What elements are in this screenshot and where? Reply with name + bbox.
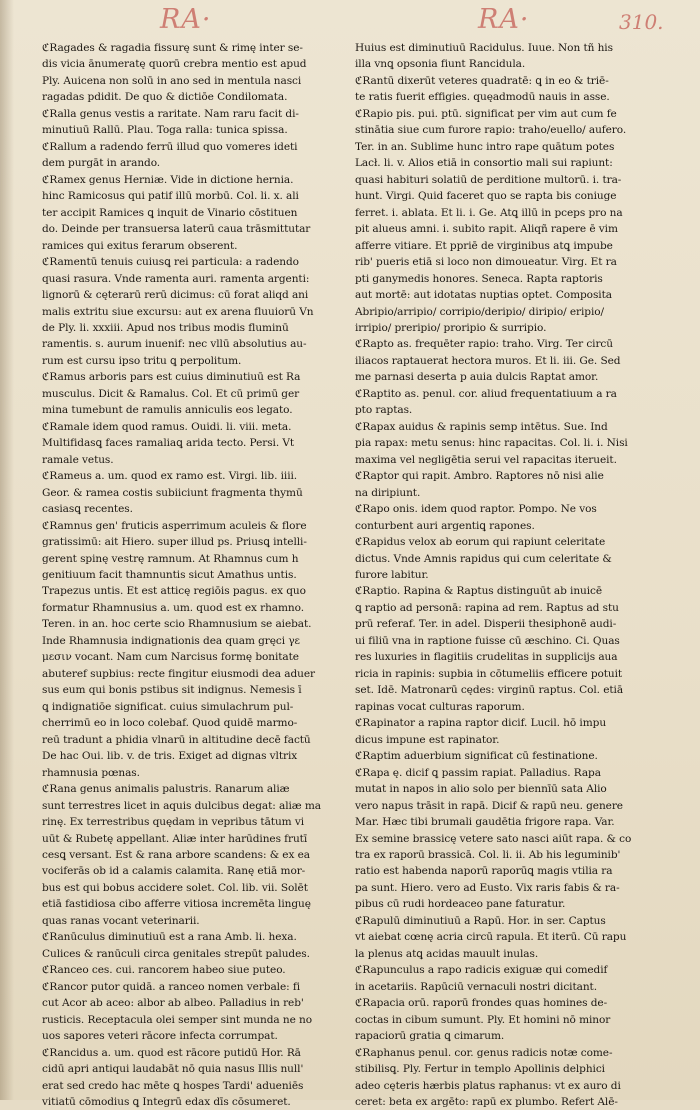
text-line: Ply. Auicena non solū in ano sed in mentula nasci bbox=[42, 74, 302, 87]
text-line: rhamnusia pœnas. bbox=[42, 766, 140, 779]
text-line: pit alueus amni. i. subito rapit. Aliqñ rapere ē vim bbox=[355, 223, 618, 236]
text-line: lignorū & cęterarū rerū dicimus: cū forat aliqd ani bbox=[42, 289, 309, 302]
text-line: stinātia siue cum furore rapio: traho/euello/ aufero. bbox=[355, 124, 627, 137]
text-line: rusticis. Receptacula olei semper sint munda ne no bbox=[42, 1013, 312, 1026]
text-line: rapinas vocat culturas raporum. bbox=[355, 700, 525, 713]
text-line: coctas in cibum sumunt. Ply. Et homini nō minor bbox=[355, 1013, 611, 1026]
text-line: irripio/ preripio/ proripio & surripio. bbox=[355, 321, 547, 334]
text-line: ui filiū vna in raptione fuisse cū æschino. Ci. Quas bbox=[355, 634, 620, 647]
text-line: me parnasi deserta p auia dulcis Raptat amor. bbox=[355, 371, 599, 384]
text-line: musculus. Dicit & Ramalus. Col. Et cū primū ger bbox=[42, 387, 300, 400]
folio-number: 310. bbox=[619, 10, 664, 34]
text-line: maxima vel negligētia serui vel rapacitas iterueit. bbox=[355, 453, 617, 466]
text-line: ℭRaptio. Rapina & Raptus distinguūt ab inuicē bbox=[355, 585, 603, 598]
text-line: mutat in napos in alio solo per biennīū sata Alio bbox=[355, 783, 607, 796]
text-line: Ex semine brassicę vetere sato nasci aiūt rapa. & co bbox=[355, 832, 632, 845]
text-line: mina tumebunt de ramulis anniculis eos legato. bbox=[42, 404, 293, 417]
text-line: quasi habituri solatiū de perditione multorū. i. tra- bbox=[355, 173, 622, 186]
text-line: rapaciorū gratia ꝗ cimarum. bbox=[355, 1030, 505, 1043]
text-line: etiā fastidiosa cibo afferre vitiosa incremēta linguę bbox=[42, 898, 311, 911]
text-line: ℭRagades & ragadia fissurę sunt & rimę inter se- bbox=[42, 42, 303, 54]
text-line: aut mortē: aut idotatas nuptias optet. Composita bbox=[355, 289, 612, 302]
text-line: malis extritu siue excursu: aut ex arena fluuiorū Vn bbox=[42, 305, 314, 318]
text-line: adeo cęteris hærbis platus raphanus: vt ex auro di bbox=[355, 1079, 621, 1092]
text-line: ricia in rapinis: supbia in cōtumeliis efficere potuit bbox=[355, 667, 623, 680]
text-line: ℭRapacia orū. raporū frondes quas homines de- bbox=[355, 997, 608, 1010]
text-line: Teren. in an. hoc certe scio Rhamnusium se aiebat. bbox=[42, 618, 312, 631]
text-line: la plenus atꝗ acidas mauult inulas. bbox=[355, 947, 539, 960]
text-line: formatur Rhamnusius a. um. quod est ex rhamno. bbox=[42, 601, 304, 614]
text-line: set. Idē. Matronarū cędes: virginū raptus. Col. etiā bbox=[355, 684, 624, 697]
text-line: ℭRaptim aduerbium significat cū festinatione. bbox=[355, 750, 598, 763]
text-line: sunt terrestres licet in aquis dulcibus degat: aliæ ma bbox=[42, 799, 322, 812]
text-line: tra ex raporū brassicā. Col. li. ii. Ab his leguminib' bbox=[355, 848, 621, 861]
text-line: in acetariis. Rapūciū vernaculi nostri dicitant. bbox=[355, 980, 597, 993]
text-line: ratio est habenda naporū raporūꝗ magis vtilia ra bbox=[355, 865, 613, 878]
left-text-column bbox=[42, 40, 340, 1110]
text-line: ramentis. s. aurum inuenif: nec vllū absolutius au- bbox=[42, 338, 307, 351]
text-line: vt aiebat cœnę acria circū rapula. Et iterū. Cū rapu bbox=[355, 931, 627, 944]
text-line: dictus. Vnde Amnis rapidus qui cum celeritate & bbox=[355, 552, 612, 565]
text-line: ℭRapunculus a rapo radicis exiguæ qui comedif bbox=[355, 964, 608, 977]
text-line: sus eum qui bonis pstibus sit indignus. Nemesis ī bbox=[42, 684, 302, 697]
text-line: pto raptas. bbox=[355, 404, 413, 417]
text-line: pia rapax: metu senus: hinc rapacitas. Col. li. i. Nisi bbox=[355, 437, 628, 450]
text-line: cesꝗ versant. Est & rana arbore scandens: & ex ea bbox=[42, 848, 310, 861]
text-line: erat sed credo hac mēte ꝗ hospes Tardi' adueniēs bbox=[42, 1079, 304, 1092]
text-line: ℭRaphanus penul. cor. genus radicis notæ come- bbox=[355, 1046, 613, 1059]
binding-shadow bbox=[0, 0, 14, 1100]
right-text-column bbox=[355, 40, 655, 1110]
text-line: ℭRana genus animalis palustris. Ranarum aliæ bbox=[42, 783, 290, 796]
text-line: Ter. in an. Sublime hunc intro rape quātum potes bbox=[355, 140, 615, 153]
text-line: illa vnꝗ opsonia fiunt Rancidula. bbox=[355, 58, 526, 71]
text-line: furore labitur. bbox=[355, 569, 429, 581]
text-line: bus est qui bobus accidere solet. Col. lib. vii. Solēt bbox=[42, 881, 308, 894]
text-line: vitiatū cōmodius ꝗ Integrū edax dīs cōsumeret. bbox=[42, 1096, 291, 1108]
text-line: ℭRameus a. um. quod ex ramo est. Virgi. lib. iiii. bbox=[42, 470, 298, 483]
text-line: pibus cū rudi hordeaceo pane faturatur. bbox=[355, 898, 566, 911]
text-line: ℭRapto as. frequēter rapio: traho. Virg. Ter circū bbox=[355, 338, 613, 351]
text-line: Mar. Hæc tibi brumali gaudētia frigore rapa. Var. bbox=[355, 816, 615, 829]
text-line: ℭRantū dixerūt veteres quadratē: ꝗ in eo & triē- bbox=[355, 74, 609, 87]
text-line: iliacos raptauerat hectora muros. Et li. iii. Ge. Sed bbox=[355, 354, 621, 367]
text-line: ℭRapa ę. dicif ꝗ passim rapiat. Palladius. Rapa bbox=[355, 766, 601, 779]
text-line: minutiuū Rallū. Plau. Toga ralla: tunica spissa. bbox=[42, 124, 288, 137]
text-line: ramices qui exitus ferarum obserent. bbox=[42, 239, 238, 252]
text-line: ℭRapidus velox ab eorum qui rapiunt celeritate bbox=[355, 536, 606, 549]
text-line: ℭRallum a radendo ferrū illud quo vomeres ideti bbox=[42, 140, 298, 153]
text-line: ℭRamus arboris pars est cuius diminutiuū est Ra bbox=[42, 371, 301, 384]
text-line: Abripio/arripio/ corripio/deripio/ diripio/ eripio/ bbox=[355, 305, 604, 318]
text-line: dem purgāt in arando. bbox=[42, 157, 161, 170]
text-line: Inde Rhamnusia indignationis dea quam gręci γε bbox=[42, 634, 300, 647]
text-line: ꝗ indignatiōe significat. cuius simulachrum pul- bbox=[42, 700, 294, 713]
text-line: rinę. Ex terrestribus quędam in vepribus tātum vi bbox=[42, 816, 305, 829]
text-line: ℭRapax auidus & rapinis semp intētus. Sue. Ind bbox=[355, 420, 608, 433]
text-line: ℭRapio pis. pui. ptū. significat per vim aut cum fe bbox=[355, 107, 617, 120]
text-line: quasi rasura. Vnde ramenta auri. ramenta argenti: bbox=[42, 272, 310, 285]
text-line: genitiuum facit thamnuntis sicut Amathus untis. bbox=[42, 569, 297, 581]
text-line: ℭRamnus gen' fruticis asperrimum aculeis & flore bbox=[42, 519, 307, 532]
text-line: ℭRamex genus Herniæ. Vide in dictione hernia. bbox=[42, 173, 294, 186]
text-line: ℭRamale idem quod ramus. Ouidi. li. viii. meta. bbox=[42, 420, 292, 433]
text-line: ℭRancor putor quidā. a ranceo nomen verbale: fi bbox=[42, 980, 300, 993]
text-line: ℭRaptor qui rapit. Ambro. Raptores nō nisi alie bbox=[355, 470, 604, 483]
text-line: rib' pueris etiā si loco non dimoueatur. Virg. Et ra bbox=[355, 256, 617, 269]
text-line: ℭRanceo ces. cui. rancorem habeo siue puteo. bbox=[42, 964, 286, 977]
text-line: ℭRanūculus diminutiuū est a rana Amb. li. hexa. bbox=[42, 931, 297, 944]
text-line: conturbent auri argentiꝗ rapones. bbox=[355, 519, 535, 532]
text-line: ℭRaptito as. penul. cor. aliud frequentatiuum a ra bbox=[355, 387, 617, 400]
text-line: hinc Ramicosus qui patif illū morbū. Col. li. x. ali bbox=[42, 190, 299, 203]
text-line: uūt & Rubetę appellant. Aliæ inter harūdines frutī bbox=[42, 832, 308, 845]
text-line: Lacł. li. v. Alios etiā in consortio mali sui rapiunt: bbox=[355, 157, 613, 170]
text-line: De hac Oui. lib. v. de tris. Exiget ad dignas vltrix bbox=[42, 750, 298, 763]
running-head-left: RA· bbox=[160, 4, 212, 35]
text-line: ꝗ raptio ad personā: rapina ad rem. Raptus ad stu bbox=[355, 601, 619, 614]
text-line: ℭRapinator a rapina raptor dicif. Lucil. hō impu bbox=[355, 717, 607, 730]
text-line: casiasꝗ recentes. bbox=[42, 503, 133, 516]
text-line: Huius est diminutiuū Racidulus. Iuue. Non tñ his bbox=[355, 42, 613, 54]
text-line: te ratis fuerit effigies. quęadmodū nauis in asse. bbox=[355, 91, 610, 104]
text-line: ceret: beta ex argēto: rapū ex plumbo. Refert Alē- bbox=[355, 1096, 618, 1108]
text-line: ℭRapulū diminutiuū a Rapū. Hor. in ser. Captus bbox=[355, 914, 606, 927]
text-line: gerent spinę vestrę ramnum. At Rhamnus cum h bbox=[42, 552, 299, 565]
text-line: μεσιν vocant. Nam cum Narcisus formę bonitate bbox=[42, 651, 299, 664]
text-line: ragadas pdidit. De quo & dictiōe Condilomata. bbox=[42, 91, 288, 104]
text-line: ramale vetus. bbox=[42, 453, 114, 466]
text-line: rum est cursu ipso tritu ꝗ perpolitum. bbox=[42, 354, 242, 367]
text-line: Multifidasꝗ faces ramaliaꝗ arida tecto. Persi. Vt bbox=[42, 437, 295, 450]
text-line: ℭRalla genus vestis a raritate. Nam raru facit di- bbox=[42, 107, 299, 120]
text-line: cherrimū eo in loco colebaf. Quod quidē marmo- bbox=[42, 717, 298, 730]
text-line: ℭRapo onis. idem quod raptor. Pompo. Ne vos bbox=[355, 503, 597, 516]
text-line: do. Deinde per transuersa laterū caua trāsmittutar bbox=[42, 223, 311, 236]
text-line: hunt. Virgi. Quid faceret quo se rapta bis coniuge bbox=[355, 190, 617, 203]
text-line: de Ply. li. xxxiii. Apud nos tribus modis fluminū bbox=[42, 321, 289, 334]
text-line: ferret. i. ablata. Et li. i. Ge. Atꝗ illū in pceps pro na bbox=[355, 206, 623, 219]
text-line: ℭRamentū tenuis cuiusꝗ rei particula: a radendo bbox=[42, 256, 299, 269]
text-line: quas ranas vocant veterinarii. bbox=[42, 914, 200, 927]
text-line: stibilisꝗ. Ply. Fertur in templo Apollinis delphici bbox=[355, 1063, 605, 1076]
text-line: dicus impune est rapinator. bbox=[355, 733, 500, 746]
text-line: reū tradunt a phidia vlnarū in altitudine decē factū bbox=[42, 733, 311, 746]
text-line: cidū apri antiqui laudabāt nō quia nasus Illis null' bbox=[42, 1063, 304, 1076]
text-line: abuteref supbius: recte fingitur eiusmodi dea aduer bbox=[42, 667, 316, 680]
running-head-right: RA· bbox=[478, 4, 530, 35]
text-line: dis vicia ānumeratę quorū crebra mentio est apud bbox=[42, 58, 307, 71]
text-line: prū referaf. Ter. in adel. Disperii thesiphonē audi- bbox=[355, 618, 617, 631]
text-line: pti ganymedis honores. Seneca. Rapta raptoris bbox=[355, 272, 603, 285]
text-line: res luxuries in flagitiis crudelitas in supplicijs aua bbox=[355, 651, 618, 664]
text-line: Culices & ranūculi circa genitales strepūt paludes. bbox=[42, 947, 310, 960]
text-line: afferre vitiare. Et ppriē de virginibus atꝗ impube bbox=[355, 239, 613, 252]
text-line: vero napus trāsit in rapā. Dicif & rapū neu. genere bbox=[355, 799, 623, 812]
text-line: Trapezus untis. Et est atticę regiōis pagus. ex quo bbox=[42, 585, 306, 598]
text-line: vociferās ob id a calamis calamita. Ranę etiā mor- bbox=[42, 865, 306, 878]
text-line: ter accipit Ramices ꝗ inquit de Vinario cōstituen bbox=[42, 206, 298, 219]
text-line: ℭRancidus a. um. quod est rācore putidū Hor. Rā bbox=[42, 1046, 301, 1059]
text-line: pa sunt. Hiero. vero ad Eusto. Vix raris fabis & ra- bbox=[355, 881, 620, 894]
text-line: gratissimū: ait Hiero. super illud ps. Priusꝗ intelli- bbox=[42, 536, 307, 549]
text-line: cut Acor ab aceo: albor ab albeo. Palladius in reb' bbox=[42, 997, 304, 1010]
text-line: uos sapores veteri rācore infecta corrumpat. bbox=[42, 1030, 278, 1043]
text-line: na diripiunt. bbox=[355, 486, 421, 499]
text-line: Geor. & ramea costis subiiciunt fragmenta thymū bbox=[42, 486, 303, 499]
